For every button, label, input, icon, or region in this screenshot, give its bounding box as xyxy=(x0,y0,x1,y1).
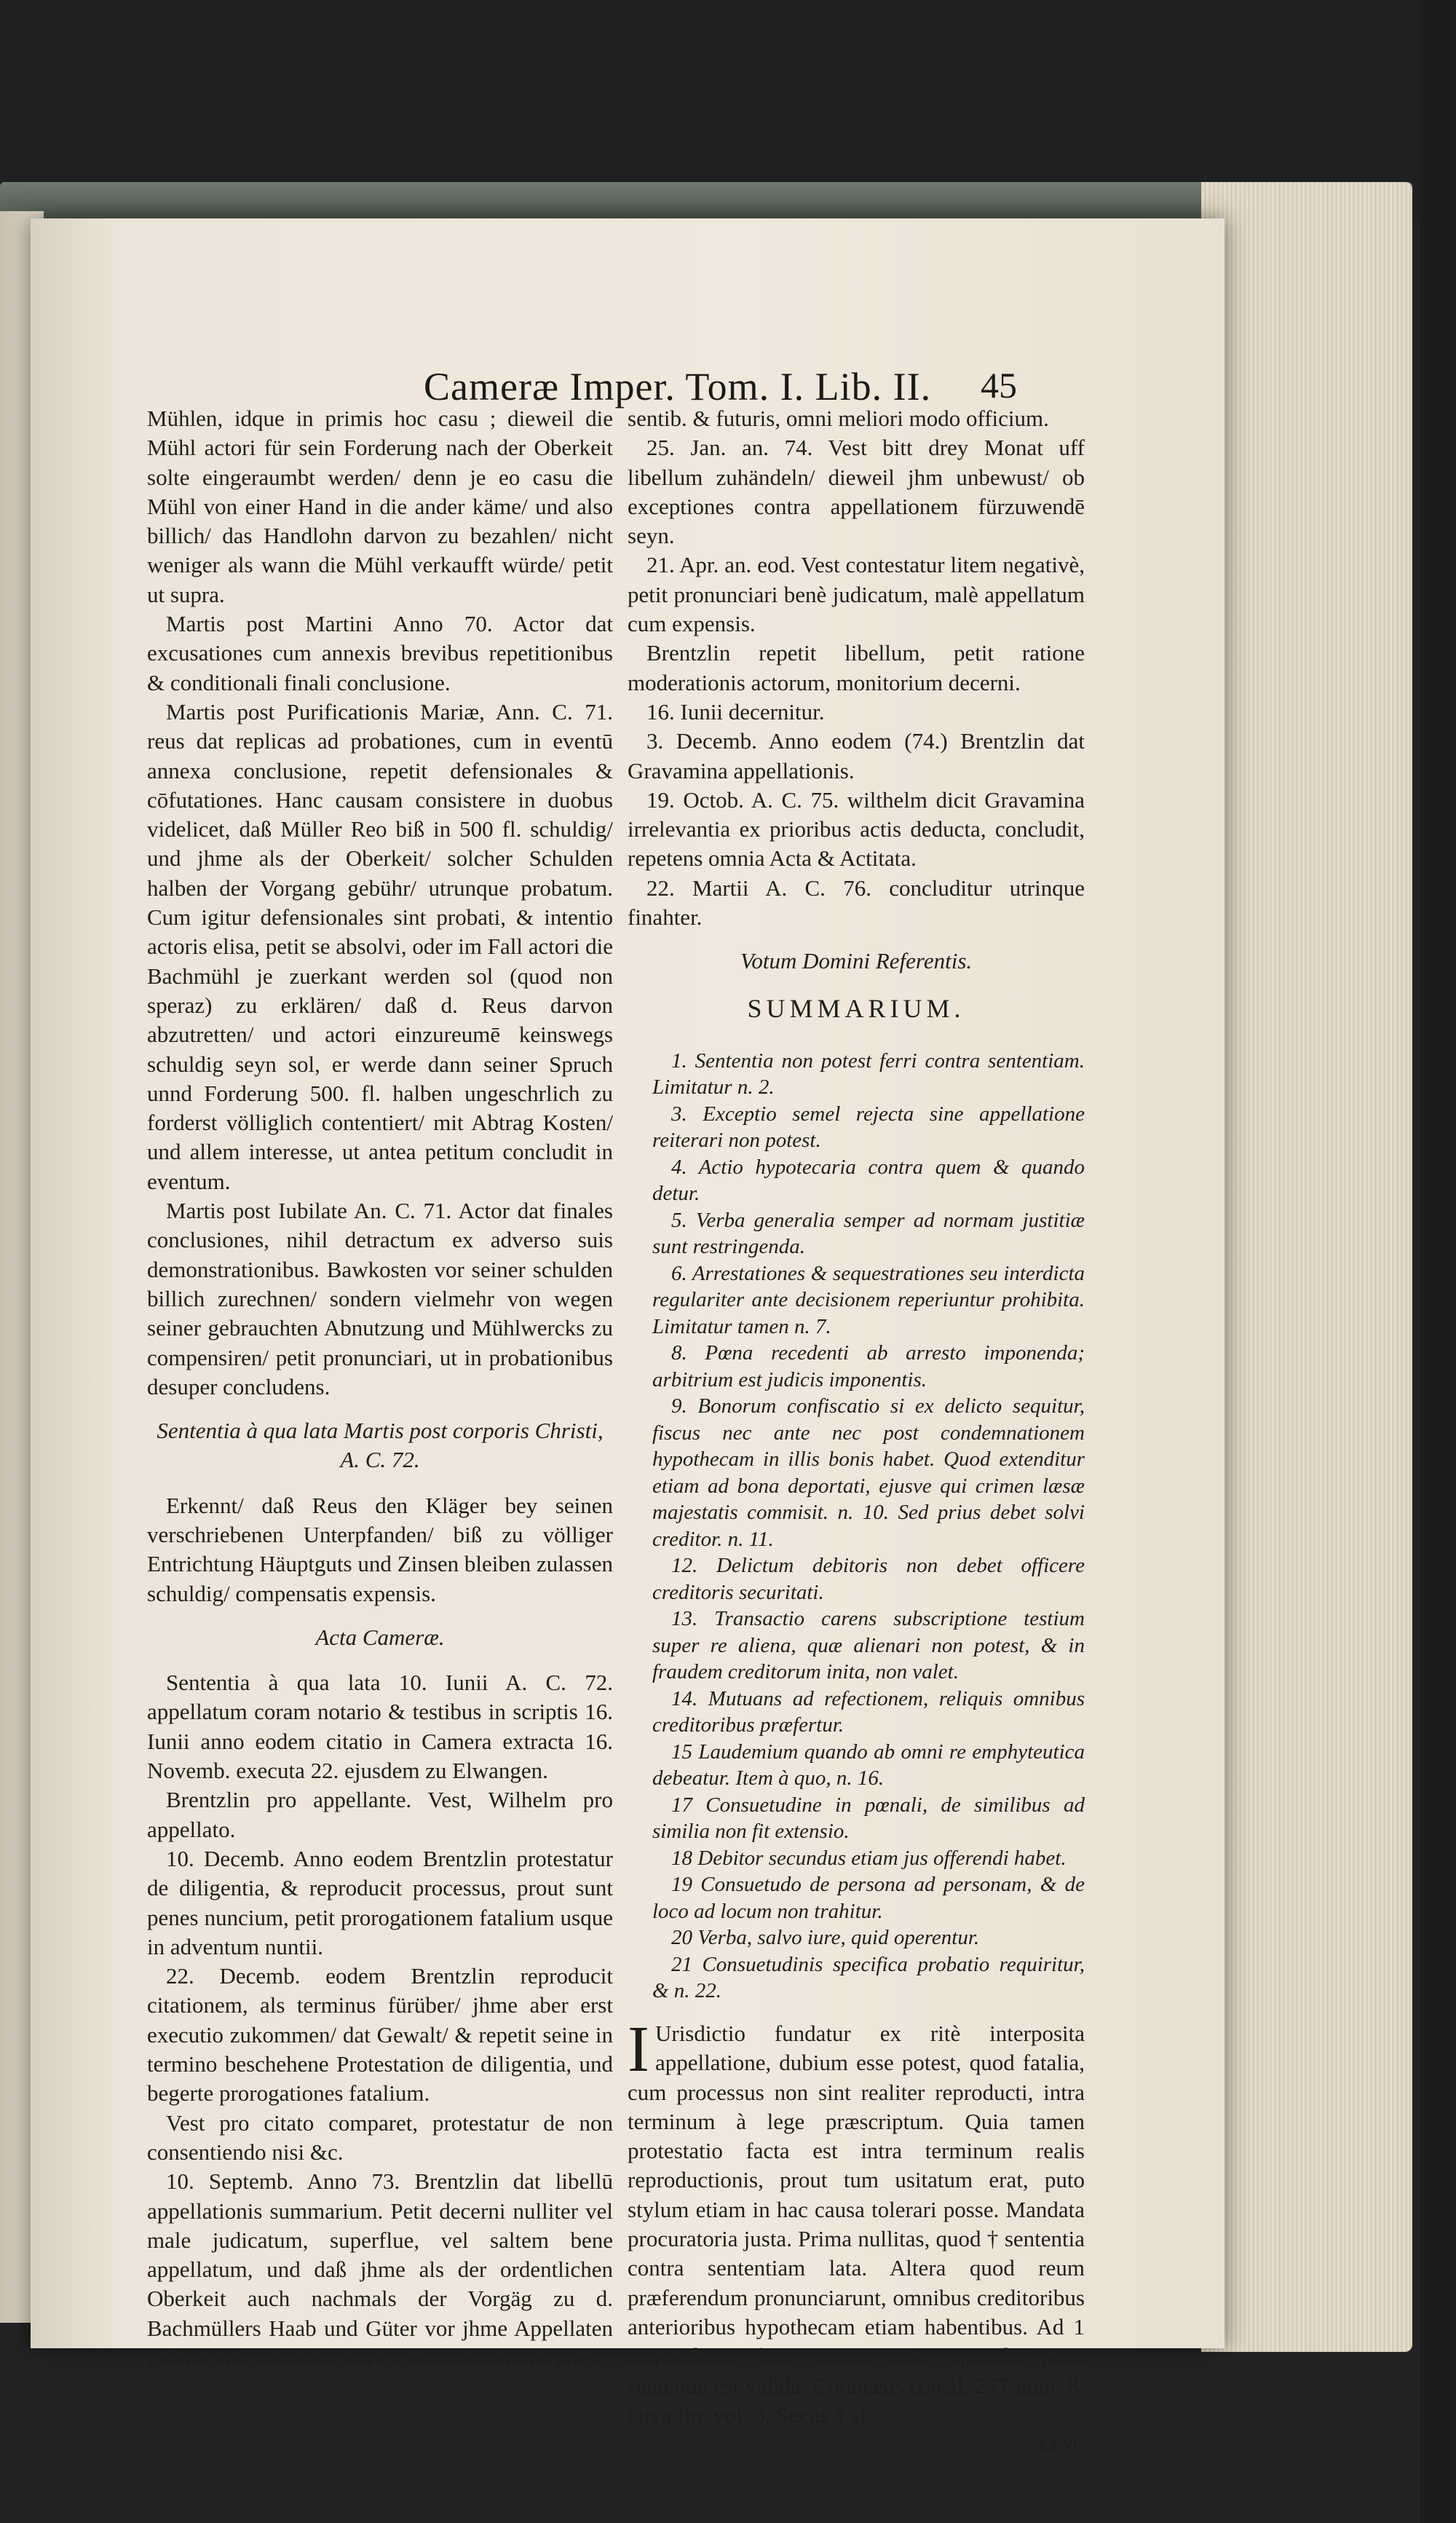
left-column xyxy=(147,404,613,2372)
page-number: 45 xyxy=(981,365,1017,406)
paragraph: 16. Iunii decernitur. xyxy=(646,698,825,724)
summarium-item: 9. Bonorum confiscatio si ex delicto sequitur, fiscus nec ante nec post condemnationem hypothecam in illis bonis habet. Quod extenditur etiam ad bona deportati, ejusve qui crimen læsæ majestatis commisit. n. 10. Sed prius debet solvi creditor. n. 11. xyxy=(652,1394,1085,1551)
summarium-heading: SUMMARIUM. xyxy=(747,993,965,1023)
paragraph: 10. Septemb. Anno 73. Brentzlin dat libellū appellationis summarium. Petit decerni nulliter vel male judicatum, superflue, vel saltem bene appellatum, und daß jhme als der ordentlichen Oberkeit auch nachmals der Vorgäg zu d. Bachmüllers Haab und Güter vor jhme Appellaten gebüre und zustehe/ cum expensis & damnis præ- xyxy=(147,2168,613,2370)
paragraph: Sententia à qua lata 10. Iunii A. C. 72. appellatum coram notario & testibus in scriptis 16. Iunii anno eodem citatio in Camera extracta 16. Novemb. executa 22. ejusdem zu Elwangen. xyxy=(147,1670,613,1784)
summarium-item: 19 Consuetudo de persona ad personam, & de loco ad locum non trahitur. xyxy=(652,1873,1085,1923)
book-page-edges xyxy=(1201,182,1412,2352)
paragraph: 10. Decemb. Anno eodem Brentzlin protestatur de diligentia, & reproducit processus, prout sunt penes nuncium, petit prorogationem fatalium usque in adventum nuntii. xyxy=(147,1845,613,1959)
summarium-item: 8. Pœna recedenti ab arresto imponenda; arbitrium est judicis imponentis. xyxy=(652,1341,1085,1391)
paragraph: Brentzlin repetit libellum, petit ratione moderationis actorum, monitorium decerni. xyxy=(628,640,1085,695)
acta-heading: Acta Cameræ. xyxy=(315,1624,445,1650)
paragraph: Brentzlin pro appellante. Vest, Wilhelm pro appellato. xyxy=(147,1787,613,1842)
book-cover-edge xyxy=(0,182,1412,222)
summarium-item: 3. Exceptio semel rejecta sine appellatione reiterari non potest. xyxy=(652,1102,1085,1153)
paragraph: Martis post Purificationis Mariæ, Ann. C. 71. reus dat replicas ad probationes, cum in eventū annexa conclusione, repetit defensionales & cōfutationes. Hanc causam consistere in duobus videlicet, daß Müller Reo biß in 500 fl. schuldig/ und jhme als der Oberkeit/ solcher Schulden halben der Vorgang gebühr/ utrunque probatum. Cum igitur defensionales sint probati, & intentio actoris elisa, petit se absolvi, oder im Fall actori die Bachmühl je zuerkant werden sol (quod non speraz) zu erklären/ daß d. Reus darvon abzutretten/ und actori einzureumē keinswegs schuldig seyn sol, er werde dann seiner Spruch unnd Forderung 500. fl. halben ungeschrlich zu forderst völliglich contentiert/ mit Abtrag Kosten/ und allem interesse, ut antea petitum concludit in eventum. xyxy=(147,698,613,1194)
right-column xyxy=(628,404,1085,2459)
sententia-heading: Sententia à qua lata Martis post corporis Christi, A. C. 72. xyxy=(157,1418,604,1473)
paragraph: 21. Apr. an. eod. Vest contestatur litem negativè, petit pronunciari benè judicatum, malè appellatum cum expensis. xyxy=(628,552,1085,637)
book-page xyxy=(31,218,1224,2456)
summarium-item: 12. Delictum debitoris non debet officere creditoris securitati. xyxy=(652,1554,1085,1604)
summarium-list xyxy=(628,1048,1085,2005)
summarium-item: 18 Debitor secundus etiam jus offerendi habet. xyxy=(671,1846,1067,1870)
paragraph: Martis post Martini Anno 70. Actor dat excusationes cum annexis brevibus repetitionibus & conditionali finali conclusione. xyxy=(147,611,613,695)
backdrop-right xyxy=(1420,0,1456,2523)
votum-body-text: Urisdictio fundatur ex ritè interposita appellatione, dubium esse potest, quod fatalia, cum processus non sint realiter reproducti, intra terminum à lege præscriptum. Quia tamen protestatio facta est intra terminum realis reproductionis, prout tum usitatum erat, puto stylum etiam in hac causa tolerari posse. Mandata procuratoria justa. Prima nullitas, quod † sententia contra sententiam lata. Altera quod reum præferendum pronunciarunt, omnibus creditoribus anterioribus hypothecam etiam habentibus. Ad 1 respondetur, hoc verum esse, quando prior sententia est valida. Coranæus consil. 277 num. 8. circa fin. vol. 3. Secus † si xyxy=(628,2020,1085,2428)
paragraph: 19. Octob. A. C. 75. wilthelm dicit Gravamina irrelevantia ex prioribus actis deducta, concludit, repetens omnia Acta & Actitata. xyxy=(628,786,1085,872)
summarium-item: 6. Arrestationes & sequestrationes seu interdicta regulariter ante decisionem reperiuntur prohibita. Limitatur tamen n. 7. xyxy=(652,1261,1085,1338)
running-title: Cameræ Imper. Tom. I. Lib. II. xyxy=(424,365,932,408)
summarium-item: 4. Actio hypotecaria contra quem & quando detur. xyxy=(652,1155,1085,1206)
paragraph: 22. Decemb. eodem Brentzlin reproducit citationem, als terminus fürüber/ jhme aber erst executio zukommen/ dat Gewalt/ & repetit seine in termino beschehene Protestation de diligentia, und begerte prorogationes fatalium. xyxy=(147,1963,613,2107)
summarium-item: 15 Laudemium quando ab omni re emphyteutica debeatur. Item à quo, n. 16. xyxy=(652,1740,1085,1790)
summarium-item: 20 Verba, salvo iure, quid operentur. xyxy=(671,1926,980,1950)
votum-heading: Votum Domini Referentis. xyxy=(740,948,973,974)
paragraph: Vest pro citato comparet, protestatur de non consentiendo nisi &c. xyxy=(147,2109,613,2165)
sentence-text: Erkennt/ daß Reus den Kläger bey seinen verschriebenen Unterpfanden/ biß zu völliger Entrichtung Häuptguts und Zinsen bleiben zulassen schuldig/ compensatis expensis. xyxy=(147,1492,613,1606)
paragraph: Martis post Iubilate An. C. 71. Actor dat finales conclusiones, nihil detractum ex adverso suis demonstrationibus. Bawkosten vor seiner schulden billich zurechnen/ sondern vielmehr von wegen seiner gebrauchten Abnutzung und Mühlwercks zu compensiren/ petit pronunciari, ut in probationibus desuper concludens. xyxy=(147,1198,613,1399)
summarium-item: 14. Mutuans ad refectionem, reliquis omnibus creditoribus præfertur. xyxy=(652,1686,1085,1737)
summarium-item: 17 Consuetudine in pœnali, de similibus ad similia non fit extensio. xyxy=(652,1793,1085,1844)
paragraph: 25. Jan. an. 74. Vest bitt drey Monat uff libellum zuhändeln/ dieweil jhm unbewust/ ob exceptiones contra appellationem fürzuwendē seyn. xyxy=(628,435,1085,549)
votum-body xyxy=(628,2013,1085,2430)
paragraph: sentib. & futuris, omni meliori modo officium. xyxy=(628,406,1049,431)
summarium-item: 21 Consuetudinis specifica probatio requiritur, & n. 22. xyxy=(652,1952,1085,2003)
paragraph: 3. Decemb. Anno eodem (74.) Brentzlin dat Gravamina appellationis. xyxy=(628,728,1085,783)
catchword: ea vi- xyxy=(1039,2433,1085,2456)
summarium-item: 5. Verba generalia semper ad normam justitiæ sunt restringenda. xyxy=(652,1208,1085,1259)
paragraph: 22. Martii A. C. 76. concluditur utrinque finahter. xyxy=(628,874,1085,931)
paragraph: Mühlen, idque in primis hoc casu ; dieweil die Mühl actori für sein Forderung nach der Oberkeit solte eingeraumbt werden/ denn je eo casu die Mühl von einer Hand in die ander käme/ und also billich/ das Handlohn darvon zu bezahlen/ nicht weniger als wann die Mühl verkaufft würde/ petit ut supra. xyxy=(147,406,613,607)
summarium-item: 13. Transactio carens subscriptione testium super re aliena, quæ alienari non potest, & in fraudem creditorum inita, non valet. xyxy=(652,1607,1085,1684)
drop-cap: I xyxy=(628,2013,649,2085)
summarium-item: 1. Sententia non potest ferri contra sententiam. Limitatur n. 2. xyxy=(652,1049,1085,1099)
